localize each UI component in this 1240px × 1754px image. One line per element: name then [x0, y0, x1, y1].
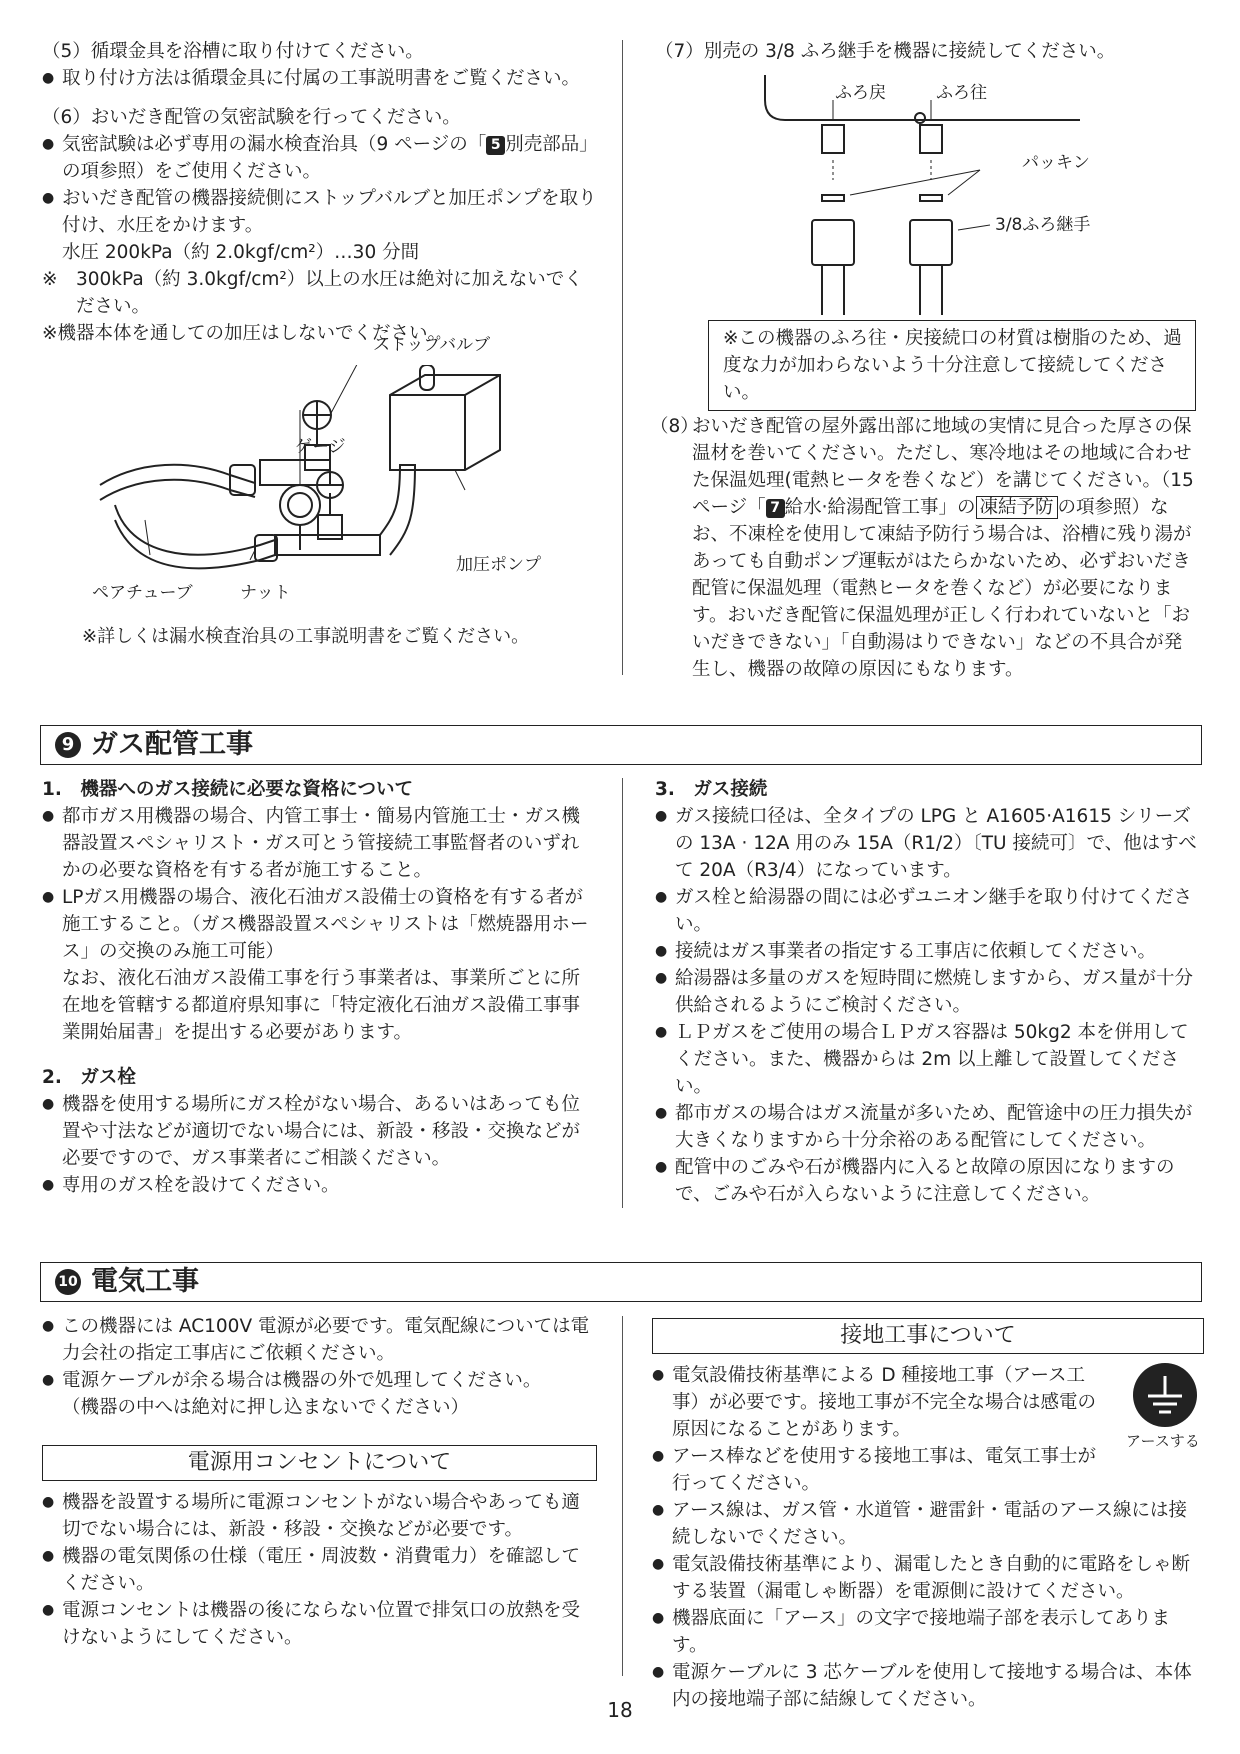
gas-connection-bullet-1: ● ガス接続口径は、全タイプの LPG と A1605·A1615 シリーズの 13A · 12A 用のみ 15A（R1/2）〔TU 接続可〕で、他はすべて 20A（R3/4）になっています。 [655, 803, 1203, 884]
section10-left-column [42, 1313, 597, 1651]
power-bullet-1: ● この機器には AC100V 電源が必要です。電気配線については電力会社の指定工事店にご依頼ください。 [42, 1313, 597, 1367]
section9-column-divider [622, 778, 623, 1208]
section-9-header [40, 725, 1202, 765]
gauge-icon [280, 485, 320, 525]
figure-label-bath-return: ふろ戻 [835, 83, 886, 103]
step6-note-1: ※ 300kPa（約 3.0kgf/cm²）以上の水圧は絶対に加えないでください。 [42, 269, 583, 317]
page-number: 18 [607, 1698, 633, 1722]
freeze-prevention-tag: 凍結予防 [976, 496, 1058, 519]
pair-tube-lower [100, 480, 255, 500]
gas-connection-bullet-4: ● 給湯器は多量のガスを短時間に燃焼しますから、ガス量が十分供給されるようにご検討ください。 [655, 965, 1203, 1019]
ground-icon [1132, 1362, 1198, 1428]
gas-cock-bullet-2: ● 専用のガス栓を設けてください。 [42, 1172, 597, 1199]
leak-test-caption: ※詳しくは漏水検査治具の工事説明書をご覧ください。 [82, 626, 530, 647]
grounding-bullet-5: ● 機器底面に「アース」の文字で接地端子部を表示してあります。 [652, 1605, 1204, 1659]
upper-pipe [260, 460, 330, 485]
outlet-bullet-2: ● 機器の電気関係の仕様（電圧・周波数・消費電力）を確認してください。 [42, 1543, 597, 1597]
pair-tube-lower3 [115, 520, 275, 568]
supply-port [920, 125, 942, 153]
section-5-badge: 5 [486, 136, 505, 155]
outlet-bullet-1: ● 機器を設置する場所に電源コンセントがない場合やあっても適切でない場合には、新設・移設・交換などが必要です。 [42, 1489, 597, 1543]
pressure-pump-box [390, 375, 500, 470]
step6-heading: （6）おいだき配管の気密試験を行ってください。 [42, 107, 461, 128]
step6-bullet-1: ● 気密試験は必ず専用の漏水検査治具（9 ページの「 5 別売部品」の項参照）をご使用ください。 [42, 131, 597, 185]
unit-hole [915, 113, 925, 123]
pair-tube-upper [100, 465, 255, 485]
section9-right-column [655, 776, 1203, 1208]
bath-joint-figure [760, 70, 1180, 320]
gas-cock-heading: 2. ガス栓 [42, 1067, 136, 1088]
left-top-column [42, 38, 597, 347]
figure-label-pressure-pump: 加圧ポンプ [456, 555, 541, 575]
figure-label-stop-valve: ストップバルブ [373, 335, 491, 355]
step5-heading: （5）循環金具を浴槽に取り付けてください。 [42, 41, 424, 62]
packing-supply [920, 195, 942, 201]
gas-qualification-heading: 1. 機器へのガス接続に必要な資格について [42, 779, 414, 800]
section10-column-divider [622, 1316, 623, 1676]
grounding-bullet-4: ● 電気設備技術基準により、漏電したとき自動的に電路をしゃ断する装置（漏電しゃ断器）を電源側に設けてください。 [652, 1551, 1204, 1605]
grounding-heading: 接地工事について [652, 1318, 1204, 1354]
grounding-bullet-6: ● 電源ケーブルに 3 芯ケーブルを使用して接地する場合は、本体内の接地端子部に結線してください。 [652, 1659, 1204, 1713]
section-10-header [40, 1262, 1202, 1302]
packing-return [822, 195, 844, 201]
gas-connection-bullet-5: ● ＬＰガスをご使用の場合ＬＰガス容器は 50kg2 本を併用してください。また、機器からは 2m 以上離して設置してください。 [655, 1019, 1203, 1100]
stopvalve-leader [330, 365, 370, 415]
step6-pressure-detail: 水圧 200kPa（約 2.0kgf/cm²）…30 分間 [62, 242, 420, 263]
joint-supply [910, 220, 952, 265]
gas-cock-bullet-1: ● 機器を使用する場所にガス栓がない場合、あるいはあっても位置や寸法などが適切でない場合には、新設・移設・交換などが必要ですので、ガス事業者にご相談ください。 [42, 1091, 597, 1172]
section10-right-column [652, 1318, 1204, 1713]
gas-qualification-bullet-1: ● 都市ガス用機器の場合、内管工事士・簡易内管施工士・ガス機器設置スペシャリスト・ガス可とう管接続工事監督者のいずれかの必要な資格を有する者が施工すること。 [42, 803, 597, 884]
top-column-divider [622, 40, 623, 675]
section-10-number: 10 [55, 1269, 81, 1295]
section-7-badge: 7 [766, 499, 785, 518]
section9-left-column [42, 776, 597, 1199]
return-port [822, 125, 844, 153]
pair-tube-lower2 [115, 505, 275, 555]
gas-qualification-bullet-2: ● LPガス用機器の場合、液化石油ガス設備士の資格を有する者が施工すること。（ガス機器設置スペシャリストは「燃焼器用ホース」の交換のみ施工可能） [42, 884, 597, 965]
gas-qualification-note: なお、液化石油ガス設備工事を行う事業者は、事業所ごとに所在地を管轄する都道府県知事に「特定液化石油ガス設備工事事業開始届書」を提出する必要があります。 [62, 968, 581, 1043]
section-9-number: 9 [55, 732, 81, 758]
gas-connection-bullet-2: ● ガス栓と給湯器の間には必ずユニオン継手を取り付けてください。 [655, 884, 1203, 938]
step8-text: （8） おいだき配管の屋外露出部に地域の実情に見合った厚さの保温材を巻いてください。ただし、寒冷地はその地域に合わせた保温処理(電熱ヒータを巻くなど）を講じてください。（15 ページ「 7 給水·給湯配管工事」の 凍結予防 の項参照）なお、不凍栓を使用して凍結予防行う場合は、浴槽に残り湯があっても自動ポンプ運転がはたらかないため、必ずおいだき配管に保温処理（電熱ヒータを巻くなど）が必要になります。おいだき配管に保温処理が正しく行われていないと「おいだきできない」「自動湯はりできない」などの不具合が発生し、機器の故障の原因にもなります。 [650, 416, 1194, 680]
outlet-heading: 電源用コンセントについて [42, 1445, 597, 1481]
step7-heading: （7）別売の 3/8 ふろ継手を機器に接続してください。 [655, 41, 1116, 62]
figure-label-gauge: ゲージ [295, 437, 346, 457]
power-bullet-2: ● 電源ケーブルが余る場合は機器の外で処理してください。 [42, 1367, 597, 1394]
gas-connection-heading: 3. ガス接続 [655, 779, 768, 800]
figure-label-nut: ナット [240, 583, 291, 603]
ground-icon-label: アースする [1126, 1432, 1200, 1450]
step6-bullet-2: ● おいだき配管の機器接続側にストップバルブと加圧ポンプを取り付け、水圧をかけます。 [42, 185, 597, 239]
figure-label-bath-supply: ふろ往 [936, 83, 987, 103]
grounding-bullet-2: ● アース棒などを使用する接地工事は、電気工事士が行ってください。 [652, 1443, 1112, 1497]
figure-label-pair-tube: ペアチューブ [92, 583, 193, 603]
figure-label-bath-joint: 3/8ふろ継手 [995, 215, 1091, 235]
joint-return [812, 220, 854, 265]
figure-label-packing: パッキン [1022, 153, 1090, 173]
outlet-bullet-3: ● 電源コンセントは機器の後にならない位置で排気口の放熱を受けないようにしてください。 [42, 1597, 597, 1651]
step6-note-2: ※機器本体を通しての加圧はしないでください。 [42, 323, 447, 344]
gas-connection-bullet-3: ● 接続はガス事業者の指定する工事店に依頼してください。 [655, 938, 1203, 965]
grounding-bullet-1: ● 電気設備技術基準による D 種接地工事（アース工事）が必要です。接地工事が不完全な場合は感電の原因になることがあります。 [652, 1362, 1112, 1443]
gas-connection-bullet-6: ● 都市ガスの場合はガス流量が多いため、配管途中の圧力損失が大きくなりますから十分余裕のある配管にしてください。 [655, 1100, 1203, 1154]
resin-caution-note: ※この機器のふろ往・戻接続口の材質は樹脂のため、過度な力が加わらないよう十分注意して接続してください。 [708, 320, 1196, 411]
section-10-title: 電気工事 [91, 1266, 199, 1297]
tube-leader [145, 520, 150, 555]
step8-block [650, 413, 1198, 683]
section-9-title: ガス配管工事 [91, 729, 253, 760]
pump-leader [455, 470, 465, 490]
power-bullet-2-note: （機器の中へは絶対に押し込まないでください） [62, 1397, 470, 1418]
step5-bullet: ● 取り付け方法は循環金具に付属の工事説明書をご覧ください。 [42, 65, 597, 92]
gas-connection-bullet-7: ● 配管中のごみや石が機器内に入ると故障の原因になりますので、ごみや石が入らないように注意してください。 [655, 1154, 1203, 1208]
pump-inlet-pipe [380, 465, 415, 555]
grounding-bullet-3: ● アース線は、ガス管・水道管・避雷針・電話のアース線には接続しないでください。 [652, 1497, 1204, 1551]
